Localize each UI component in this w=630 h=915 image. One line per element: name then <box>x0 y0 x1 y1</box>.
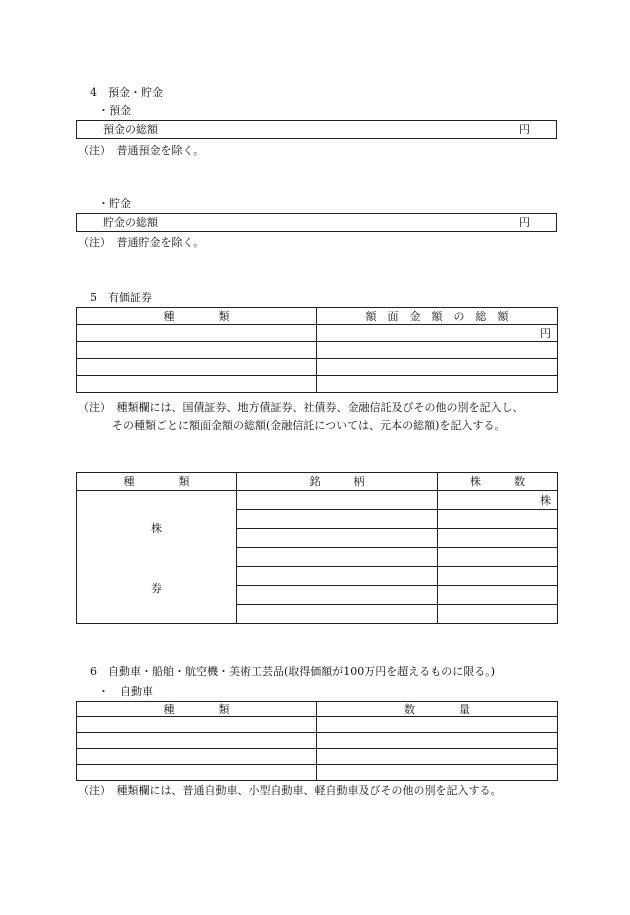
car-cell <box>317 749 558 765</box>
stocks-cell <box>237 567 438 586</box>
stocks-header-shares: 株 数 <box>438 473 558 491</box>
securities-unit: 円 <box>317 325 558 342</box>
securities-cell <box>317 359 558 376</box>
securities-cell <box>77 376 317 393</box>
savings-total-label: 貯金の総額 <box>103 216 158 229</box>
stocks-type-bottom: 券 <box>151 582 162 595</box>
car-cell <box>77 733 317 749</box>
securities-cell <box>77 359 317 376</box>
car-sub-label: ・ 自動車 <box>98 685 153 698</box>
securities-cell <box>77 342 317 359</box>
savings-note: （注） 普通貯金を除く。 <box>78 236 205 249</box>
car-cell <box>77 717 317 733</box>
section6-heading: 6 自動車・船舶・航空機・美術工芸品(取得価額が100万円を超えるものに限る。) <box>90 665 496 678</box>
deposit-note: （注） 普通預金を除く。 <box>78 144 205 157</box>
section4-heading: 4 預金・貯金 <box>90 86 163 99</box>
car-cell <box>317 717 558 733</box>
deposit-label: ・預金 <box>98 104 131 117</box>
stocks-type-cell <box>77 491 237 624</box>
savings-label: ・貯金 <box>98 197 131 210</box>
securities-table <box>76 307 558 393</box>
securities-cell <box>317 342 558 359</box>
stocks-cell <box>237 529 438 548</box>
securities-note-line2: その種類ごとに額面金額の総額(金融信託については、元本の総額)を記入する。 <box>112 419 506 432</box>
stocks-unit: 株 <box>438 491 558 510</box>
savings-total-unit: 円 <box>519 216 530 229</box>
car-header-type: 種 類 <box>77 702 317 717</box>
stocks-cell <box>438 548 558 567</box>
deposit-total-unit: 円 <box>519 123 530 136</box>
stocks-header-type: 種 類 <box>77 473 237 491</box>
stocks-cell <box>237 491 438 510</box>
deposit-total-box <box>76 120 557 139</box>
stocks-cell <box>237 510 438 529</box>
stocks-cell <box>237 548 438 567</box>
stocks-header-brand: 銘 柄 <box>237 473 438 491</box>
car-cell <box>317 733 558 749</box>
stocks-cell <box>438 510 558 529</box>
securities-cell <box>77 325 317 342</box>
securities-header-type: 種 類 <box>77 308 317 325</box>
car-cell <box>77 765 317 781</box>
stocks-cell <box>438 605 558 624</box>
securities-header-face-total: 額 面 金 額 の 総 額 <box>317 308 558 325</box>
stocks-cell <box>237 586 438 605</box>
savings-total-box <box>76 213 557 232</box>
stocks-table <box>76 472 558 624</box>
stocks-cell <box>438 567 558 586</box>
stocks-cell <box>237 605 438 624</box>
car-header-quantity: 数 量 <box>317 702 558 717</box>
car-cell <box>77 749 317 765</box>
stocks-type-top: 株 <box>151 522 162 535</box>
securities-cell <box>317 376 558 393</box>
securities-note-line1: （注） 種類欄には、国債証券、地方債証券、社債券、金融信託及びその他の別を記入し、 <box>78 401 524 414</box>
car-table <box>76 701 558 781</box>
stocks-cell <box>438 529 558 548</box>
section5-heading: 5 有価証券 <box>90 291 152 304</box>
car-note: （注） 種類欄には、普通自動車、小型自動車、軽自動車及びその他の別を記入する。 <box>78 784 502 797</box>
stocks-cell <box>438 586 558 605</box>
car-cell <box>317 765 558 781</box>
deposit-total-label: 預金の総額 <box>103 123 158 136</box>
